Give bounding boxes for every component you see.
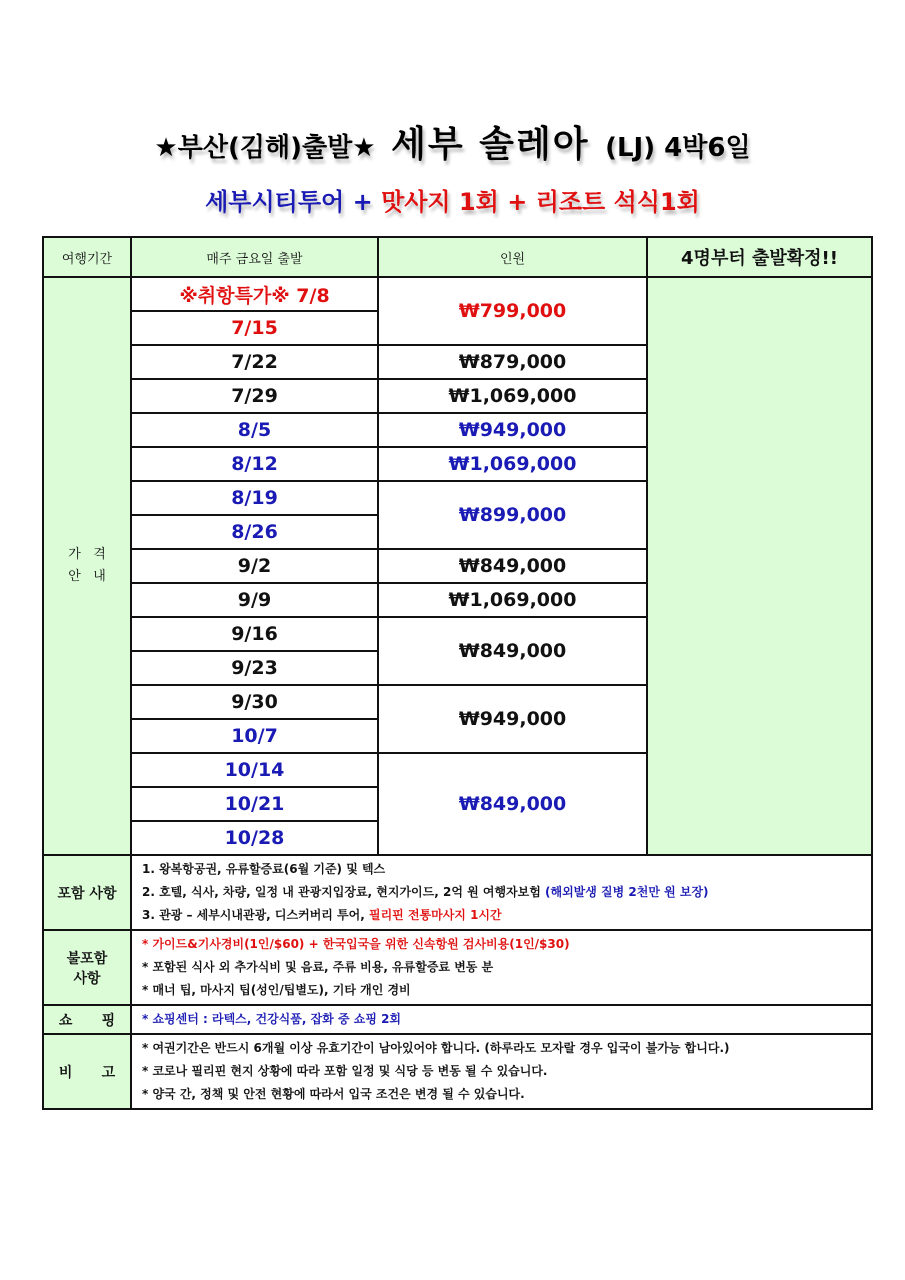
line-segment: 필리핀 전통마사지 1시간 bbox=[368, 908, 502, 922]
subtitle-part: 세부시티투어 bbox=[205, 188, 345, 216]
departure-date: 9/2 bbox=[131, 549, 378, 583]
price-guide-label bbox=[43, 277, 131, 855]
table-row bbox=[43, 277, 872, 311]
price-value: ₩849,000 bbox=[378, 617, 647, 685]
price-value: ₩1,069,000 bbox=[378, 583, 647, 617]
departure-date: 8/19 bbox=[131, 481, 378, 515]
section-line bbox=[142, 1037, 871, 1060]
line-segment: (해외발생 질병 2천만 원 보장) bbox=[545, 885, 709, 899]
excluded-label-2: 사항 bbox=[73, 970, 101, 987]
line-segment: * 쇼핑센터 : 라텍스, 건강식품, 잡화 중 쇼핑 2회 bbox=[142, 1012, 402, 1026]
title-main: 세부 솔레아 bbox=[391, 124, 590, 165]
section-line bbox=[142, 956, 871, 979]
section-label bbox=[43, 1005, 131, 1034]
price-value: ₩849,000 bbox=[378, 549, 647, 583]
section-line bbox=[142, 1060, 871, 1083]
line-segment: * 여권기간은 반드시 6개월 이상 유효기간이 남아있어야 합니다. (하루라도 모자랄 경우 입국이 불가능 합니다.) bbox=[142, 1041, 730, 1055]
title-prefix: ★부산(김해)출발★ bbox=[154, 133, 376, 163]
line-segment: 3. 관광 – 세부시내관광, 디스커버리 투어, bbox=[142, 908, 369, 922]
price-value: ₩799,000 bbox=[378, 277, 647, 345]
price-value: ₩849,000 bbox=[378, 753, 647, 855]
section-label bbox=[43, 855, 131, 930]
section-label bbox=[43, 930, 131, 1005]
remarks-label: 비 고 bbox=[58, 1064, 116, 1081]
section-content bbox=[131, 855, 872, 930]
table-header-row bbox=[43, 237, 872, 277]
section-content bbox=[131, 1034, 872, 1109]
departure-date: 10/28 bbox=[131, 821, 378, 855]
departure-date: 9/16 bbox=[131, 617, 378, 651]
departure-date: 9/23 bbox=[131, 651, 378, 685]
price-value: ₩949,000 bbox=[378, 413, 647, 447]
departure-date: 8/5 bbox=[131, 413, 378, 447]
section-line bbox=[142, 1083, 871, 1106]
departure-date: 9/9 bbox=[131, 583, 378, 617]
departure-date: 7/29 bbox=[131, 379, 378, 413]
section-shopping bbox=[43, 1005, 872, 1034]
header-confirm: 4명부터 출발확정!! bbox=[647, 237, 872, 277]
page-subtitle bbox=[0, 182, 905, 217]
header-period: 여행기간 bbox=[43, 237, 131, 277]
line-segment: * 가이드&기사경비(1인/$60) + 한국입국을 위한 신속항원 검사비용(1인/$30) bbox=[142, 937, 570, 951]
subtitle-part: + bbox=[498, 188, 536, 216]
departure-date: 10/14 bbox=[131, 753, 378, 787]
section-included bbox=[43, 855, 872, 930]
subtitle-part: + bbox=[344, 188, 382, 216]
section-remarks bbox=[43, 1034, 872, 1109]
departure-date: 8/12 bbox=[131, 447, 378, 481]
departure-date: 10/7 bbox=[131, 719, 378, 753]
section-line bbox=[142, 881, 871, 904]
price-value: ₩949,000 bbox=[378, 685, 647, 753]
subtitle-part: 리조트 석식1회 bbox=[535, 188, 700, 216]
section-line bbox=[142, 979, 871, 1002]
departure-date: 7/22 bbox=[131, 345, 378, 379]
price-value: ₩1,069,000 bbox=[378, 447, 647, 481]
price-value: ₩1,069,000 bbox=[378, 379, 647, 413]
section-content bbox=[131, 930, 872, 1005]
line-segment: * 매너 팁, 마사지 팁(성인/팁별도), 기타 개인 경비 bbox=[142, 983, 411, 997]
price-value: ₩879,000 bbox=[378, 345, 647, 379]
price-label-line1: 가 격 bbox=[68, 547, 106, 562]
departure-date: 7/15 bbox=[131, 311, 378, 345]
section-line bbox=[142, 904, 871, 927]
confirm-column-fill bbox=[647, 277, 872, 855]
section-line bbox=[142, 1008, 871, 1031]
header-departure: 매주 금요일 출발 bbox=[131, 237, 378, 277]
price-label-line2: 안 내 bbox=[68, 569, 106, 584]
line-segment: 2. 호텔, 식사, 차량, 일정 내 관광지입장료, 현지가이드, 2억 원 여행자보험 bbox=[142, 885, 545, 899]
shopping-label: 쇼 핑 bbox=[58, 1012, 116, 1029]
included-label: 포함 사항 bbox=[57, 885, 117, 902]
line-segment: * 양국 간, 정책 및 안전 현황에 따라서 입국 조건은 변경 될 수 있습니다. bbox=[142, 1087, 525, 1101]
section-line bbox=[142, 858, 871, 881]
header-people: 인원 bbox=[378, 237, 647, 277]
excluded-label-1: 불포함 bbox=[66, 950, 108, 967]
section-line bbox=[142, 933, 871, 956]
section-content bbox=[131, 1005, 872, 1034]
line-segment: * 코로나 필리핀 현지 상황에 따라 포함 일정 및 식당 등 변동 될 수 있습니다. bbox=[142, 1064, 548, 1078]
section-excluded bbox=[43, 930, 872, 1005]
departure-date: 9/30 bbox=[131, 685, 378, 719]
price-value: ₩899,000 bbox=[378, 481, 647, 549]
subtitle-part: 맛사지 1회 bbox=[381, 188, 499, 216]
price-table bbox=[42, 236, 873, 1110]
section-label bbox=[43, 1034, 131, 1109]
departure-date: ※취항특가※ 7/8 bbox=[131, 277, 378, 311]
departure-date: 10/21 bbox=[131, 787, 378, 821]
title-suffix: (LJ) 4박6일 bbox=[605, 133, 751, 163]
line-segment: 1. 왕복항공권, 유류할증료(6월 기준) 및 텍스 bbox=[142, 862, 386, 876]
line-segment: * 포함된 식사 외 추가식비 및 음료, 주류 비용, 유류할증료 변동 분 bbox=[142, 960, 494, 974]
page-title bbox=[0, 116, 905, 167]
departure-date: 8/26 bbox=[131, 515, 378, 549]
